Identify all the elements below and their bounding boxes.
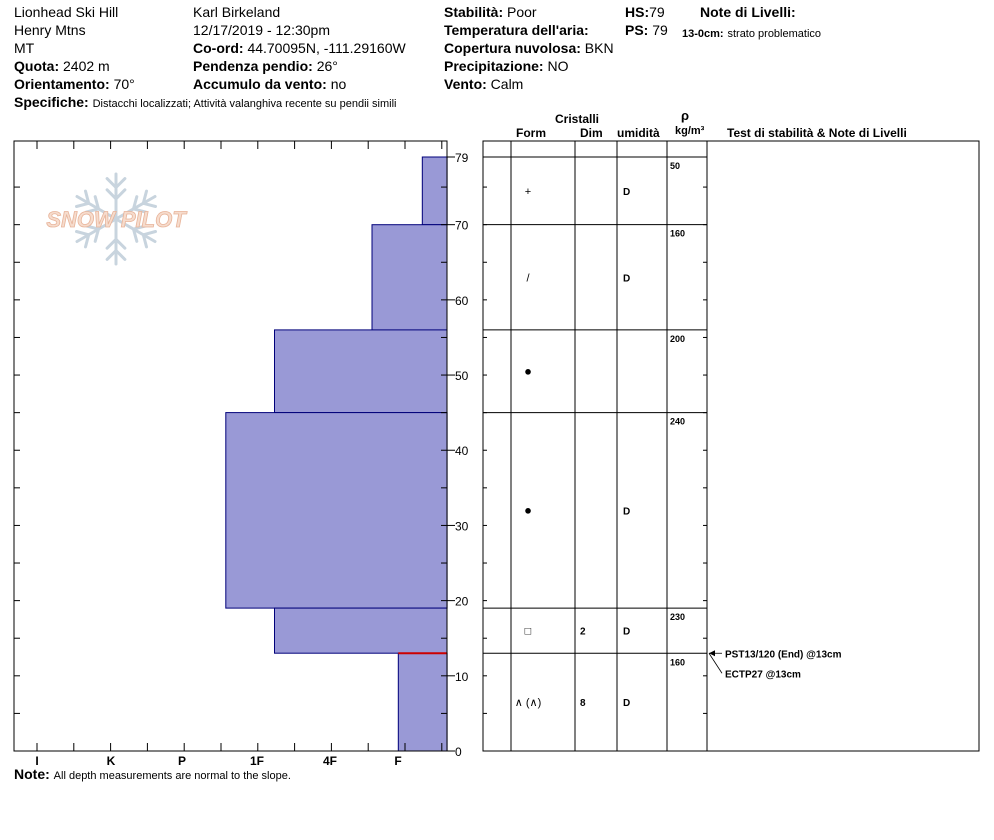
hs-value: 79 <box>649 4 665 20</box>
air-temp-label: Temperatura dell'aria: <box>444 22 589 38</box>
coord-label: Co-ord: <box>193 40 244 56</box>
elevation-value: 2402 m <box>63 58 110 74</box>
ps-label: PS: <box>625 22 649 38</box>
col-tests-notes: Test di stabilità & Note di Livelli <box>727 126 907 140</box>
depth-label: 40 <box>455 444 469 459</box>
layer-note-text: strato problematico <box>727 28 822 40</box>
hardness-label: 1F <box>249 754 265 768</box>
stability-label: Stabilità: <box>444 4 504 20</box>
logo-text: SNOW PILOT <box>46 207 186 232</box>
hardness-bar-4 <box>275 608 448 653</box>
location-name: Lionhead Ski Hill <box>14 4 119 20</box>
footer-note-text: All depth measurements are normal to the slope. <box>53 770 291 782</box>
precip-label: Precipitazione: <box>444 58 544 74</box>
grain-form-1: / <box>526 272 530 285</box>
hardness-bar-3 <box>226 413 447 608</box>
coord-value: 44.70095N, -111.29160W <box>247 40 406 56</box>
stability-test-0: PST13/120 (End) @13cm <box>725 649 842 661</box>
hs-label: HS: <box>625 4 650 20</box>
grain-size-5: 8 <box>580 698 586 710</box>
precip-value: NO <box>547 58 569 74</box>
depth-label: 70 <box>455 218 469 233</box>
depth-label: 0 <box>455 745 462 759</box>
hardness-bar-5 <box>398 653 447 751</box>
sky-value: BKN <box>584 40 614 56</box>
slope-label: Pendenza pendio: <box>193 58 313 74</box>
observer-name: Karl Birkeland <box>193 4 281 20</box>
wind-loading-value: no <box>330 76 347 92</box>
moisture-5: D <box>623 698 631 710</box>
ps-value: 79 <box>652 22 668 38</box>
hardness-label: P <box>177 754 187 768</box>
depth-label: 10 <box>455 669 469 684</box>
moisture-4: D <box>623 626 631 638</box>
density-5: 160 <box>670 657 686 668</box>
hardness-label: 4F <box>322 754 338 768</box>
hardness-label: I <box>35 754 39 768</box>
aspect-value: 70° <box>113 76 135 92</box>
col-form: Form <box>516 126 546 140</box>
density-4: 230 <box>670 612 686 623</box>
wind-loading-label: Accumulo da vento: <box>193 76 327 92</box>
grain-form-3: ● <box>524 502 532 518</box>
observation-datetime: 12/17/2019 - 12:30pm <box>193 22 330 38</box>
grain-size-4: 2 <box>580 626 586 638</box>
moisture-1: D <box>623 273 631 285</box>
col-rho: ρ <box>681 108 690 123</box>
grain-form-0: + <box>524 185 532 198</box>
hardness-label: F <box>394 754 402 768</box>
hardness-bar-0 <box>422 157 447 225</box>
depth-label: 79 <box>455 151 469 165</box>
footer-note-label: Note: <box>14 766 50 782</box>
col-dim: Dim <box>580 126 603 140</box>
grain-form-2: ● <box>524 363 532 379</box>
layer-notes-label: Note di Livelli: <box>700 4 796 20</box>
moisture-3: D <box>623 506 631 518</box>
sky-label: Copertura nuvolosa: <box>444 40 581 56</box>
col-umidita: umidità <box>617 126 660 140</box>
depth-label: 30 <box>455 519 469 534</box>
footer-note <box>14 766 291 785</box>
aspect-label: Orientamento: <box>14 76 110 92</box>
moisture-0: D <box>623 186 631 198</box>
test-leader-line <box>709 653 722 673</box>
elevation-label: Quota: <box>14 58 60 74</box>
col-cristalli: Cristalli <box>555 112 600 126</box>
density-1: 160 <box>670 228 686 239</box>
grain-form-4: □ <box>524 625 532 638</box>
hardness-bar-1 <box>372 225 447 330</box>
density-3: 240 <box>670 416 686 427</box>
stability-value: Poor <box>507 4 537 20</box>
specifics-label: Specifiche: <box>14 94 89 110</box>
stability-test-1: ECTP27 @13cm <box>725 669 801 681</box>
slope-value: 26° <box>316 58 338 74</box>
wind-label: Vento: <box>444 76 487 92</box>
hardness-bar-2 <box>275 330 448 413</box>
depth-label: 20 <box>455 594 469 609</box>
density-2: 200 <box>670 333 686 344</box>
depth-label: 60 <box>455 293 469 308</box>
state-name: MT <box>14 40 35 56</box>
hardness-label: K <box>106 754 116 768</box>
specifics-value: Distacchi localizzati; Attività valanghiva recente su pendii simili <box>92 98 397 110</box>
layer-note-depth: 13-0cm: <box>682 28 724 40</box>
snowpilot-logo <box>46 174 187 264</box>
range-name: Henry Mtns <box>14 22 86 38</box>
grain-form-5: ∧ (∧) <box>514 697 542 710</box>
wind-value: Calm <box>490 76 524 92</box>
col-density-unit: kg/m³ <box>675 125 705 137</box>
depth-label: 50 <box>455 369 469 384</box>
density-0: 50 <box>670 161 681 171</box>
